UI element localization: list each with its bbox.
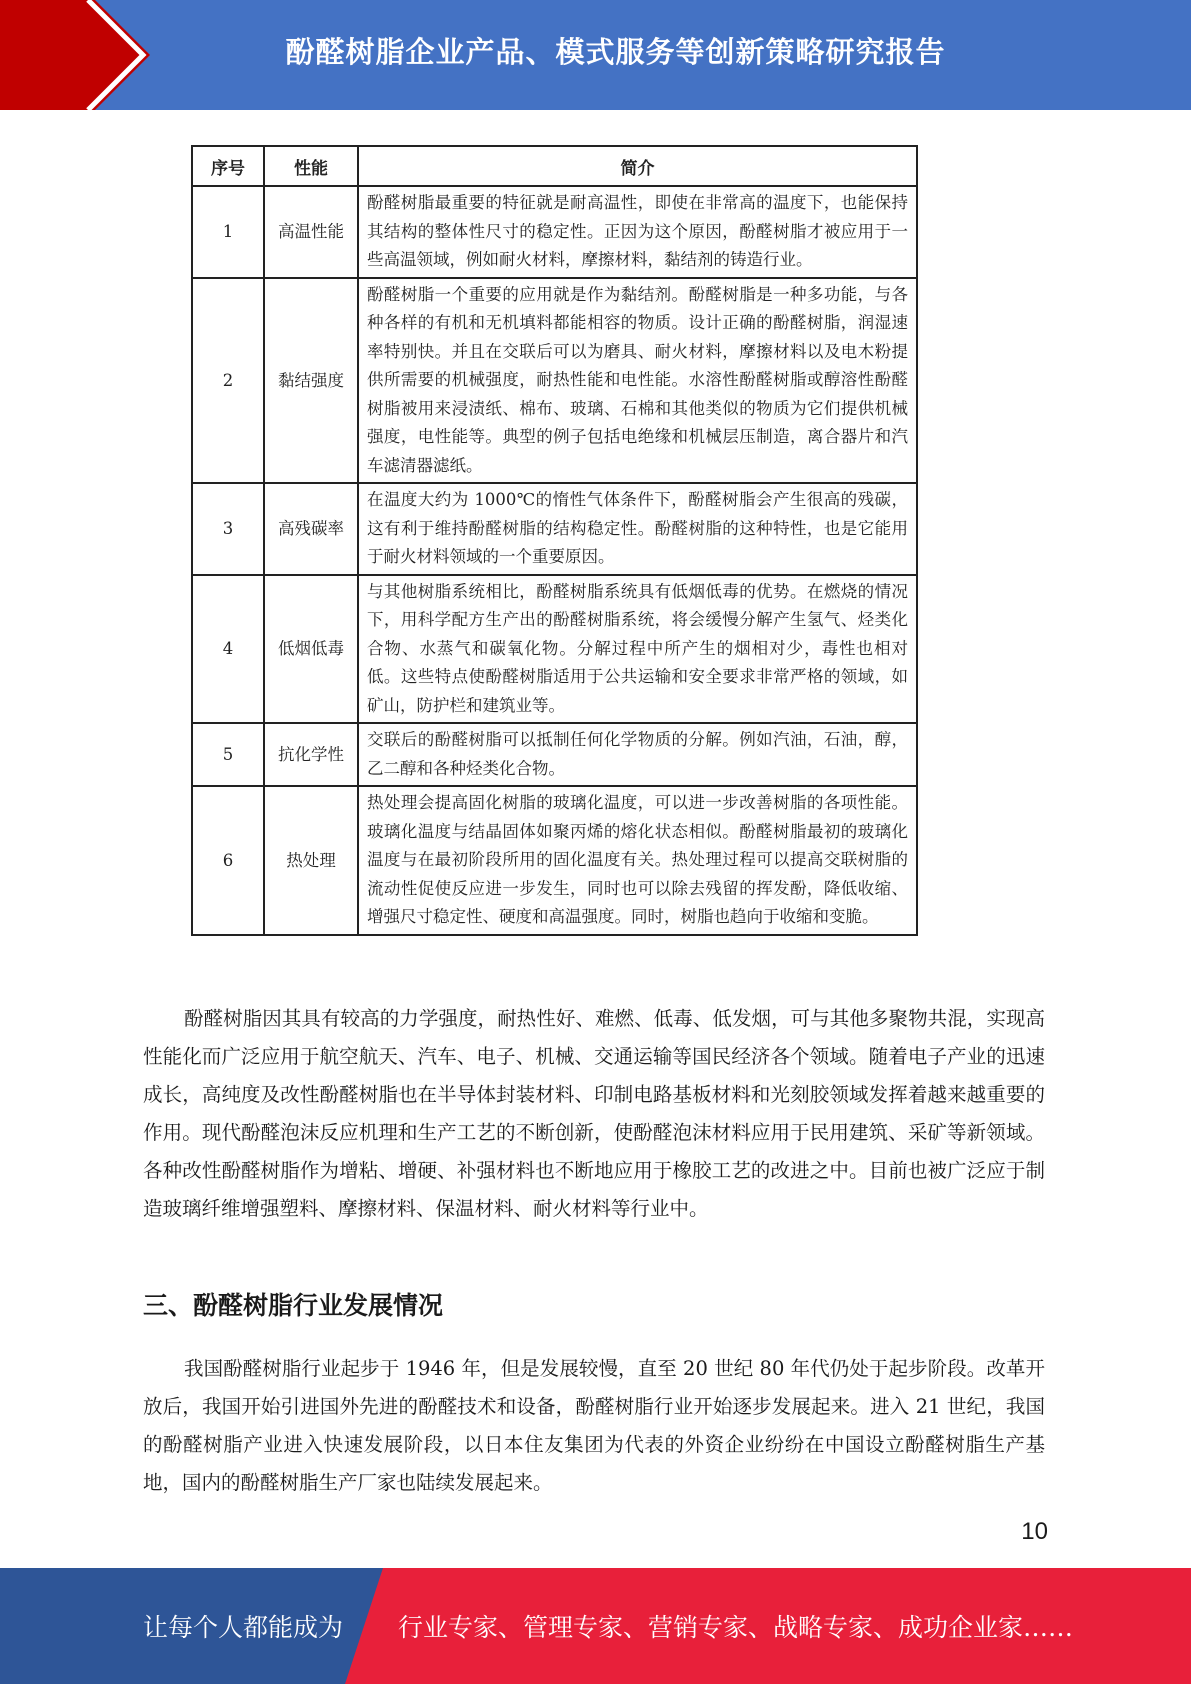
table-header-row	[192, 146, 917, 186]
row-property: 热处理	[264, 786, 358, 935]
properties-table-container	[191, 145, 918, 936]
row-description: 酚醛树脂最重要的特征就是耐高温性，即使在非常高的温度下，也能保持其结构的整体性尺寸的稳定性。正因为这个原因，酚醛树脂才被应用于一些高温领域，例如耐火材料，摩擦材料，黏结剂的铸造行业。	[358, 186, 917, 278]
column-header-property: 性能	[264, 146, 358, 186]
row-property: 黏结强度	[264, 278, 358, 484]
row-description: 在温度大约为 1000℃的惰性气体条件下，酚醛树脂会产生很高的残碳，这有利于维持酚醛树脂的结构稳定性。酚醛树脂的这种特性，也是它能用于耐火材料领域的一个重要原因。	[358, 483, 917, 575]
row-description: 交联后的酚醛树脂可以抵制任何化学物质的分解。例如汽油，石油，醇，乙二醇和各种烃类化合物。	[358, 723, 917, 786]
row-number: 5	[192, 723, 264, 786]
row-property: 高残碳率	[264, 483, 358, 575]
row-description: 热处理会提高固化树脂的玻璃化温度，可以进一步改善树脂的各项性能。玻璃化温度与结晶固体如聚丙烯的熔化状态相似。酚醛树脂最初的玻璃化温度与在最初阶段所用的固化温度有关。热处理过程可以提高交联树脂的流动性促使反应进一步发生，同时也可以除去残留的挥发酚，降低收缩、增强尺寸稳定性、硬度和高温强度。同时，树脂也趋向于收缩和变脆。	[358, 786, 917, 935]
row-number: 3	[192, 483, 264, 575]
table-row	[192, 575, 917, 724]
column-header-number: 序号	[192, 146, 264, 186]
report-title: 酚醛树脂企业产品、模式服务等创新策略研究报告	[285, 34, 946, 69]
row-property: 低烟低毒	[264, 575, 358, 724]
row-property: 高温性能	[264, 186, 358, 278]
body-paragraph-applications: 酚醛树脂因其具有较高的力学强度，耐热性好、难燃、低毒、低发烟，可与其他多聚物共混，实现高性能化而广泛应用于航空航天、汽车、电子、机械、交通运输等国民经济各个领域。随着电子产业的迅速成长，高纯度及改性酚醛树脂也在半导体封装材料、印制电路基板材料和光刻胶领域发挥着越来越重要的作用。现代酚醛泡沫反应机理和生产工艺的不断创新，使酚醛泡沫材料应用于民用建筑、采矿等新领域。各种改性酚醛树脂作为增粘、增硬、补强材料也不断地应用于橡胶工艺的改进之中。目前也被广泛应于制造玻璃纤维增强塑料、摩擦材料、保温材料、耐火材料等行业中。	[143, 1007, 1045, 1220]
table-row	[192, 483, 917, 575]
table-row	[192, 723, 917, 786]
table-row	[192, 186, 917, 278]
body-paragraph-industry-history: 我国酚醛树脂行业起步于 1946 年，但是发展较慢，直至 20 世纪 80 年代仍处于起步阶段。改革开放后，我国开始引进国外先进的酚醛技术和设备，酚醛树脂行业开始逐步发展起来。进入 21 世纪，我国的酚醛树脂产业进入快速发展阶段，以日本住友集团为代表的外资企业纷纷在中国设立酚醛树脂生产基地，国内的酚醛树脂生产厂家也陆续发展起来。	[143, 1357, 1045, 1494]
properties-table	[191, 145, 918, 936]
section-heading: 三、酚醛树脂行业发展情况	[143, 1291, 444, 1320]
footer-slogan-left: 让每个人都能成为	[143, 1613, 344, 1642]
row-description: 酚醛树脂一个重要的应用就是作为黏结剂。酚醛树脂是一种多功能，与各种各样的有机和无机填料都能相容的物质。设计正确的酚醛树脂，润湿速率特别快。并且在交联后可以为磨具、耐火材料，摩擦材料以及电木粉提供所需要的机械强度，耐热性能和电性能。水溶性酚醛树脂或醇溶性酚醛树脂被用来浸渍纸、棉布、玻璃、石棉和其他类似的物质为它们提供机械强度，电性能等。典型的例子包括电绝缘和机械层压制造，离合器片和汽车滤清器滤纸。	[358, 278, 917, 484]
footer-slogan-right: 行业专家、管理专家、营销专家、战略专家、成功企业家……	[398, 1613, 1074, 1642]
table-row	[192, 278, 917, 484]
header-banner	[0, 0, 1191, 110]
header-arrow-decoration	[0, 0, 150, 110]
footer-banner	[0, 1568, 1191, 1684]
row-number: 4	[192, 575, 264, 724]
row-description: 与其他树脂系统相比，酚醛树脂系统具有低烟低毒的优势。在燃烧的情况下，用科学配方生产出的酚醛树脂系统，将会缓慢分解产生氢气、烃类化合物、水蒸气和碳氧化物。分解过程中所产生的烟相对少，毒性也相对低。这些特点使酚醛树脂适用于公共运输和安全要求非常严格的领域，如矿山，防护栏和建筑业等。	[358, 575, 917, 724]
row-number: 6	[192, 786, 264, 935]
table-row	[192, 786, 917, 935]
row-property: 抗化学性	[264, 723, 358, 786]
row-number: 2	[192, 278, 264, 484]
row-number: 1	[192, 186, 264, 278]
page-number: 10	[1021, 1518, 1048, 1545]
column-header-description: 简介	[358, 146, 917, 186]
